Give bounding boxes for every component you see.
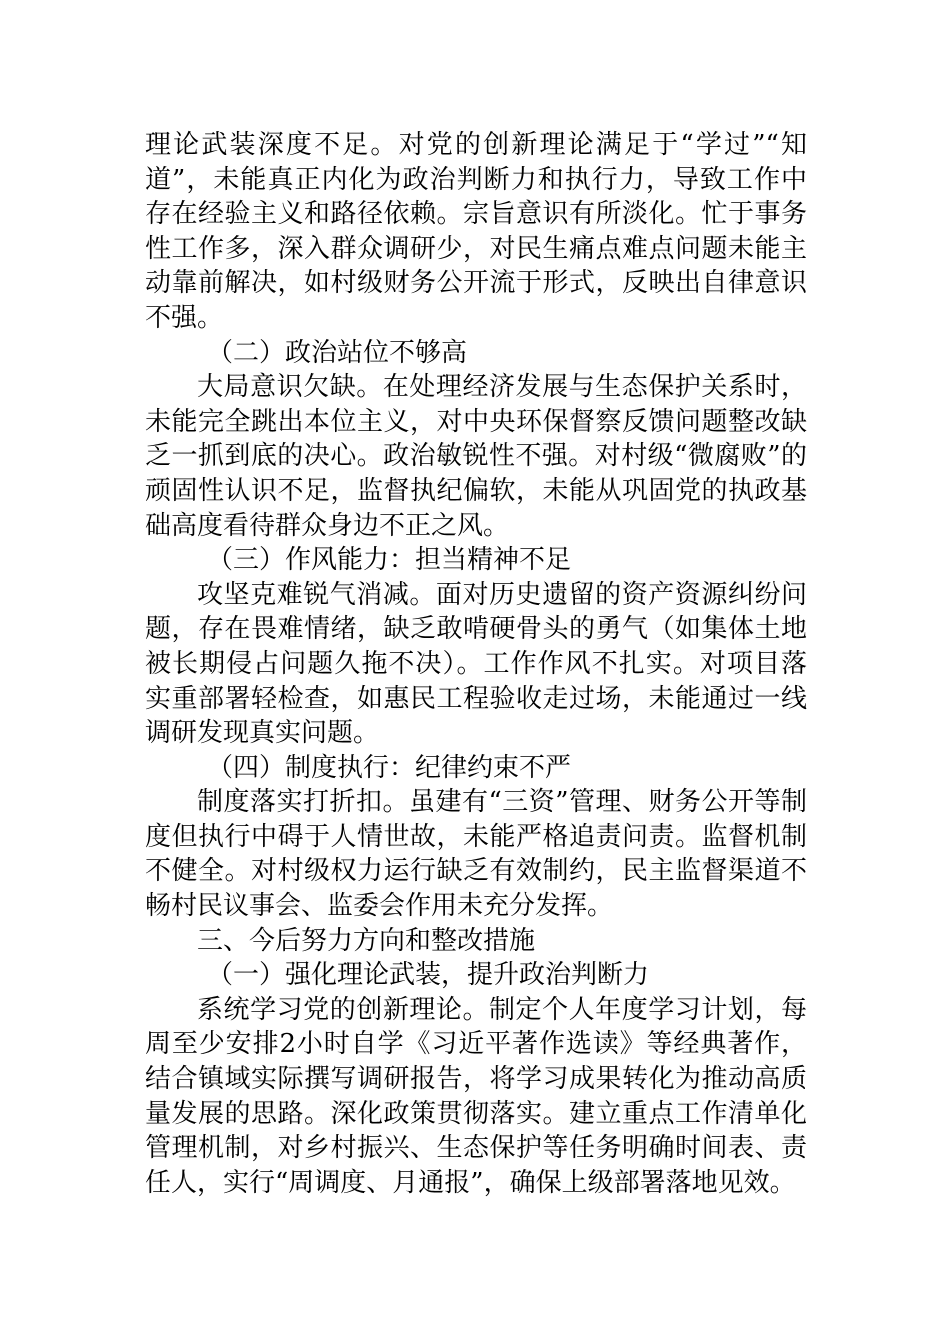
document-page [145, 128, 807, 1200]
subheading-institution-execution: （四）制度执行：纪律约束不严 [207, 752, 572, 783]
paragraph-theory-shortfall: 理论武装深度不足。对党的创新理论满足于“学过”“知道”，未能真正内化为政治判断力和执行力，导致工作中存在经验主义和路径依赖。宗旨意识有所淡化。忙于事务性工作多，深入群众调研少，对民生痛点难点问题未能主动靠前解决，如村级财务公开流于形式，反映出自律意识不强。 [145, 130, 807, 333]
paragraph-overall-awareness: 大局意识欠缺。在处理经济发展与生态保护关系时，未能完全跳出本位主义，对中央环保督察反馈问题整改缺乏一抓到底的决心。政治敏锐性不强。对村级“微腐败”的顽固性认识不足，监督执纪偏软，未能从巩固党的执政基础高度看待群众身边不正之风。 [145, 372, 807, 541]
subheading-work-style: （三）作风能力：担当精神不足 [207, 545, 572, 576]
subheading-political-stance: （二）政治站位不够高 [207, 337, 468, 368]
section-heading-rectification: 三、今后努力方向和整改措施 [197, 925, 536, 956]
paragraph-tackle-difficulties: 攻坚克难锐气消减。面对历史遗留的资产资源纠纷问题，存在畏难情绪，缺乏敢啃硬骨头的勇气（如集体土地被长期侵占问题久拖不决）。工作作风不扎实。对项目落实重部署轻检查，如惠民工程验收走过场，未能通过一线调研发现真实问题。 [145, 579, 807, 749]
paragraph-systematic-study: 系统学习党的创新理论。制定个人年度学习计划，每周至少安排2小时自学《习近平著作选读》等经典著作，结合镇域实际撰写调研报告，将学习成果转化为推动高质量发展的思路。深化政策贯彻落实。建立重点工作清单化管理机制，对乡村振兴、生态保护等任务明确时间表、责任人，实行“周调度、月通报”，确保上级部署落地见效。 [145, 994, 807, 1198]
subheading-strengthen-theory: （一）强化理论武装，提升政治判断力 [207, 960, 650, 991]
paragraph-institution-implementation: 制度落实打折扣。虽建有“三资”管理、财务公开等制度但执行中碍于人情世故，未能严格追责问责。监督机制不健全。对村级权力运行缺乏有效制约，民主监督渠道不畅村民议事会、监委会作用未充分发挥。 [145, 787, 807, 922]
